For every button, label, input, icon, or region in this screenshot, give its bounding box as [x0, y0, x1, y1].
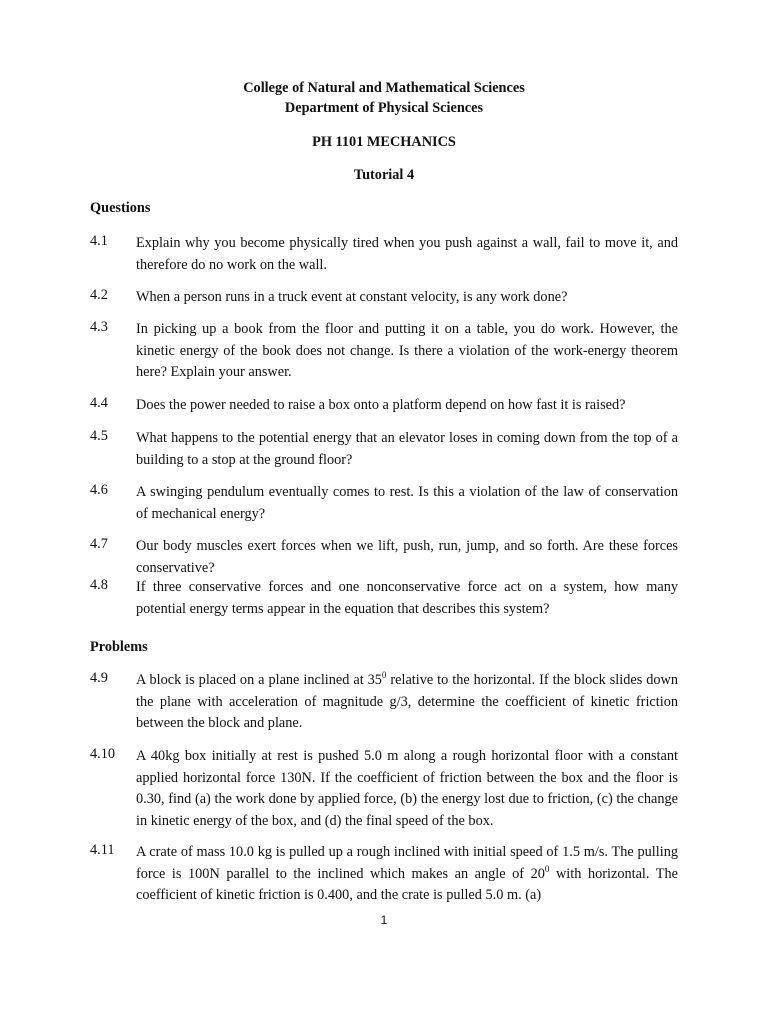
- question-text: Does the power needed to raise a box onto a platform depend on how fast it is raised?: [136, 397, 626, 413]
- question-item: [90, 577, 678, 620]
- course-title: PH 1101 MECHANICS: [312, 134, 456, 150]
- question-text: A swinging pendulum eventually comes to rest. Is this a violation of the law of conservation of mechanical energy?: [136, 484, 678, 522]
- problem-item: [90, 746, 678, 832]
- question-number: 4.3: [90, 319, 108, 335]
- problem-number: 4.10: [90, 746, 116, 762]
- department-title: Department of Physical Sciences: [284, 100, 484, 116]
- question-text: Our body muscles exert forces when we lift, push, run, jump, and so forth. Are these forces conservative?: [136, 538, 678, 576]
- question-item: [90, 395, 678, 417]
- problem-item: [90, 670, 678, 735]
- problem-text-part: with horizontal. The coefficient of kinetic friction is 0.400, and the crate is pulled 5.0 m. (a): [136, 865, 678, 903]
- problem-number: 4.11: [90, 842, 115, 858]
- question-item: [90, 482, 678, 525]
- question-text: In picking up a book from the floor and putting it on a table, you do work. However, the kinetic energy of the book does not change. Is there a violation of the work-energy theorem here? Explain your answer.: [136, 321, 678, 380]
- page-number: 1: [380, 913, 388, 927]
- question-item: [90, 233, 678, 276]
- question-item: [90, 536, 678, 579]
- question-text: When a person runs in a truck event at constant velocity, is any work done?: [136, 289, 568, 305]
- problem-text-part: relative to the horizontal. If the block slides down the plane with acceleration of magnitude g/3, determine the coefficient of kinetic friction between the block and plane.: [136, 672, 678, 731]
- question-number: 4.4: [90, 395, 108, 411]
- question-text: Explain why you become physically tired when you push against a wall, fail to move it, and therefore do no work on the wall.: [136, 235, 678, 273]
- problem-text: [136, 670, 678, 735]
- question-text: What happens to the potential energy that an elevator loses in coming down from the top of a building to a stop at the ground floor?: [136, 430, 678, 468]
- question-number: 4.8: [90, 577, 108, 593]
- questions-heading: Questions: [90, 200, 151, 216]
- problem-text: A 40kg box initially at rest is pushed 5.0 m along a rough horizontal floor with a constant applied horizontal force 130N. If the coefficient of friction between the box and the floor is 0.30, find (a) the work done by applied force, (b) the energy lost due to friction, (c) the change in kinetic energy of the box, and (d) the final speed of the box.: [136, 748, 678, 829]
- degree-superscript: 0: [381, 670, 387, 681]
- question-number: 4.6: [90, 482, 108, 498]
- problem-item: [90, 842, 678, 907]
- question-item: [90, 287, 678, 309]
- tutorial-title: Tutorial 4: [353, 167, 415, 183]
- question-number: 4.2: [90, 287, 108, 303]
- degree-superscript: 0: [544, 863, 550, 874]
- college-title: College of Natural and Mathematical Sciences: [243, 80, 525, 96]
- problem-text-part: A crate of mass 10.0 kg is pulled up a rough inclined with initial speed of 1.5 m/s. The pulling force is 100N parallel to the inclined which makes an angle of 20: [136, 844, 678, 882]
- question-number: 4.5: [90, 428, 108, 444]
- problems-heading: Problems: [90, 639, 148, 655]
- problem-number: 4.9: [90, 670, 108, 686]
- problem-text: [136, 842, 678, 907]
- question-item: [90, 428, 678, 471]
- problem-text-part: A block is placed on a plane inclined at 35: [136, 672, 382, 688]
- question-number: 4.1: [90, 233, 108, 249]
- question-item: [90, 319, 678, 384]
- question-text: If three conservative forces and one nonconservative force act on a system, how many potential energy terms appear in the equation that describes this system?: [136, 579, 678, 617]
- question-number: 4.7: [90, 536, 108, 552]
